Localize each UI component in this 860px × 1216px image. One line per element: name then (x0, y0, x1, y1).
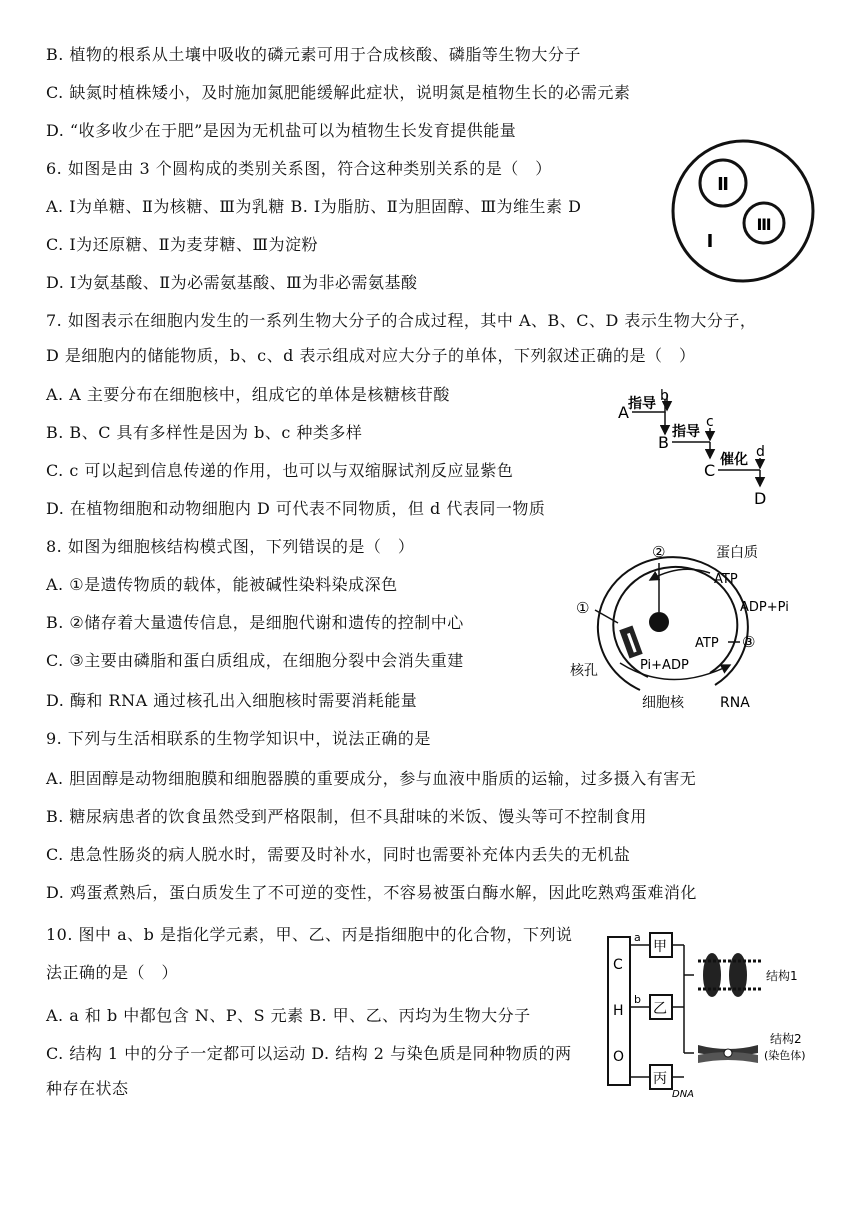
label-guide-2: 指导 (672, 424, 700, 440)
q6-circle-diagram (668, 135, 818, 285)
element-o: O (613, 1049, 625, 1065)
element-c: C (613, 957, 623, 973)
q8-nucleus-diagram (560, 535, 800, 720)
label-structure-1: 结构1 (766, 969, 798, 983)
chromosome-structure (698, 1045, 758, 1063)
node-c: C (704, 461, 716, 480)
q6-stem: 6. 如图是由 3 个圆构成的类别关系图，符合这种类别关系的是（ ） (46, 159, 552, 178)
node-a: A (618, 403, 629, 422)
label-rna: RNA (720, 695, 750, 711)
label-adp-pi: ADP+Pi (740, 600, 789, 615)
q8-stem: 8. 如图为细胞核结构模式图，下列错误的是（ ） (46, 537, 415, 556)
label-guide-1: 指导 (628, 396, 656, 412)
q9-stem: 9. 下列与生活相联系的生物学知识中，说法正确的是 (46, 729, 431, 748)
q7-synthesis-diagram (610, 382, 790, 512)
circle-i (673, 141, 813, 281)
label-iii: Ⅲ (756, 215, 772, 234)
label-pi-adp: Pi+ADP (640, 658, 689, 673)
monomer-d: d (756, 444, 765, 460)
q8-option-a: A. ①是遗传物质的载体，能被碱性染料染成深色 (46, 575, 398, 594)
q9-option-c: C. 患急性肠炎的病人脱水时，需要及时补水，同时也需要补充体内丢失的无机盐 (46, 845, 631, 864)
q10-stem-line2: 法正确的是（ ） (46, 963, 179, 982)
label-nuclear-pore: 核孔 (570, 663, 598, 679)
compound-yi: 乙 (653, 1001, 667, 1017)
label-i: Ⅰ (706, 231, 714, 252)
label-structure-2-sub: (染色体) (764, 1049, 806, 1062)
q7-option-c: C. c 可以起到信息传递的作用，也可以与双缩脲试剂反应显紫色 (46, 461, 514, 480)
q7-option-d: D. 在植物细胞和动物细胞内 D 可代表不同物质，但 d 代表同一物质 (46, 499, 546, 518)
q7-option-b: B. B、C 具有多样性是因为 b、c 种类多样 (46, 423, 363, 442)
label-protein: 蛋白质 (716, 545, 758, 561)
node-b: B (658, 433, 669, 452)
nucleolus (649, 612, 669, 632)
nuclear-pore (619, 626, 642, 659)
compound-bing: 丙 (653, 1071, 667, 1087)
q5-option-c: C. 缺氮时植株矮小，及时施加氮肥能缓解此症状，说明氮是植物生长的必需元素 (46, 83, 631, 102)
label-nucleus: 细胞核 (642, 695, 684, 711)
q10-compound-diagram (600, 925, 820, 1105)
label-a: a (634, 931, 641, 944)
label-catalyze: 催化 (720, 452, 748, 468)
q5-option-b: B. 植物的根系从土壤中吸收的磷元素可用于合成核酸、磷脂等生物大分子 (46, 45, 581, 64)
mark-1: ① (576, 599, 590, 617)
q9-option-d: D. 鸡蛋煮熟后，蛋白质发生了不可逆的变性，不容易被蛋白酶水解，因此吃熟鸡蛋难消化 (46, 883, 697, 902)
q6-option-d: D. Ⅰ为氨基酸、Ⅱ为必需氨基酸、Ⅲ为非必需氨基酸 (46, 273, 418, 292)
label-atp-top: ATP (714, 572, 738, 587)
q10-option-cd-line1: C. 结构 1 中的分子一定都可以运动 D. 结构 2 与染色质是同种物质的两 (46, 1044, 572, 1063)
label-structure-2: 结构2 (770, 1032, 802, 1046)
label-b: b (634, 993, 641, 1006)
q6-option-c: C. Ⅰ为还原糖、Ⅱ为麦芽糖、Ⅲ为淀粉 (46, 235, 318, 254)
label-dna: DNA (672, 1089, 695, 1100)
q5-option-d: D. “收多收少在于肥”是因为无机盐可以为植物生长发育提供能量 (46, 121, 517, 140)
q9-option-a: A. 胆固醇是动物细胞膜和细胞器膜的重要成分，参与血液中脂质的运输，过多摄入有害无 (46, 769, 697, 788)
mark-3: ③ (742, 633, 756, 651)
q7-option-a: A. A 主要分布在细胞核中，组成它的单体是核糖核苷酸 (46, 385, 450, 404)
monomer-c: c (706, 414, 714, 430)
q10-option-ab: A. a 和 b 中都包含 N、P、S 元素 B. 甲、乙、丙均为生物大分子 (46, 1006, 531, 1025)
node-d: D (754, 489, 767, 508)
q8-option-d: D. 酶和 RNA 通过核孔出入细胞核时需要消耗能量 (46, 691, 418, 710)
compound-jia: 甲 (653, 939, 667, 955)
q9-option-b: B. 糖尿病患者的饮食虽然受到严格限制，但不具甜味的米饭、馒头等可不控制食用 (46, 807, 647, 826)
q10-option-cd-line2: 种存在状态 (46, 1079, 129, 1098)
monomer-b: b (660, 388, 669, 404)
label-ii: Ⅱ (717, 174, 729, 195)
label-atp-mid: ATP (695, 636, 719, 651)
q7-stem-line2: D 是细胞内的储能物质，b、c、d 表示组成对应大分子的单体，下列叙述正确的是（ ） (46, 346, 696, 365)
q8-option-c: C. ③主要由磷脂和蛋白质组成，在细胞分裂中会消失重建 (46, 651, 464, 670)
q8-option-b: B. ②储存着大量遗传信息，是细胞代谢和遗传的控制中心 (46, 613, 464, 632)
q7-stem-line1: 7. 如图表示在细胞内发生的一系列生物大分子的合成过程，其中 A、B、C、D 表示生物大分子， (46, 311, 757, 330)
membrane-structure (698, 953, 762, 997)
mark-2: ② (652, 543, 666, 561)
q10-stem-line1: 10. 图中 a、b 是指化学元素，甲、乙、丙是指细胞中的化合物，下列说 (46, 925, 573, 944)
q6-option-ab: A. Ⅰ为单糖、Ⅱ为核糖、Ⅲ为乳糖 B. Ⅰ为脂肪、Ⅱ为胆固醇、Ⅲ为维生素 D (46, 197, 582, 216)
element-h: H (613, 1003, 624, 1019)
